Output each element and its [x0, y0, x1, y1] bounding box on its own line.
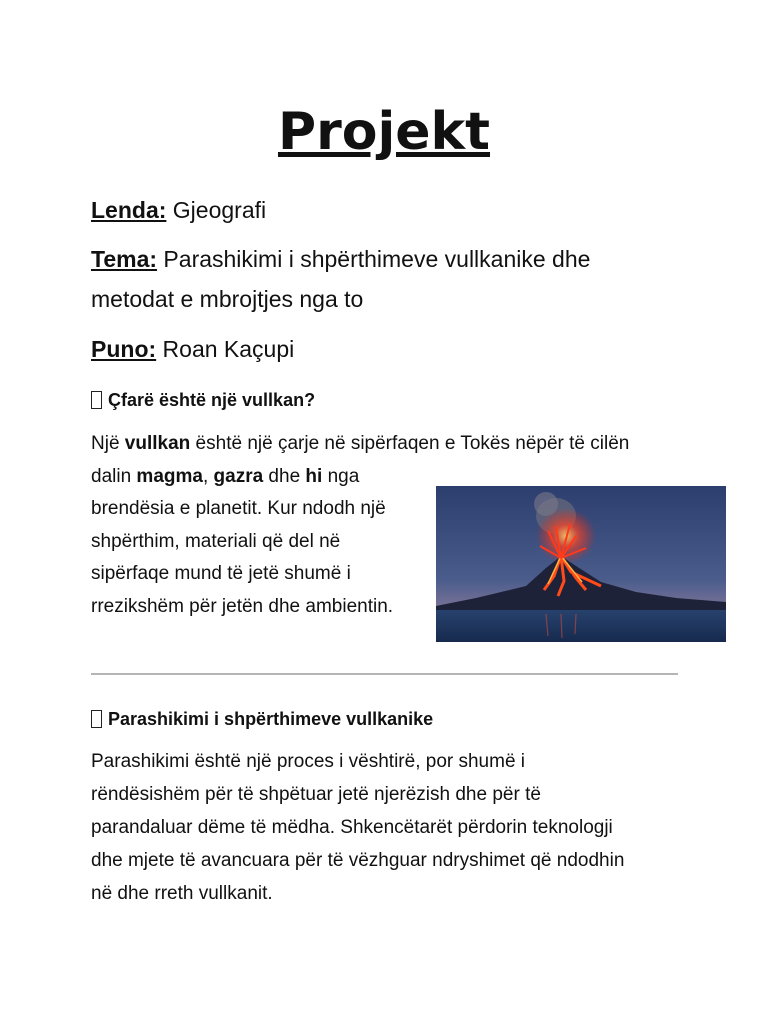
section2-line-5: në dhe rreth vullkanit.	[91, 883, 273, 904]
text-run: Një	[91, 433, 125, 454]
section1-heading	[91, 386, 691, 414]
field-tema-value-line1: Parashikimi i shpërthimeve vullkanike dhe	[157, 246, 591, 272]
section2-line-2: rëndësishëm për të shpëtuar jetë njerëzish dhe për të	[91, 784, 541, 805]
section1-line-3: brendësia e planetit. Kur ndodh një	[91, 498, 386, 519]
document-title: Projekt	[277, 102, 490, 162]
missing-glyph-box-icon	[91, 710, 102, 728]
section1-line-2	[91, 461, 431, 494]
text-run: dalin	[91, 465, 137, 487]
bold-term-vullkan: vullkan	[124, 433, 191, 454]
bold-term-hi: hi	[305, 465, 323, 487]
section-divider	[91, 673, 678, 675]
missing-glyph-box-icon	[91, 391, 102, 409]
section2-line-1: Parashikimi është një proces i vështirë, por shumë i	[91, 751, 526, 772]
field-tema-value-line2: metodat e mbrojtjes nga to	[91, 286, 364, 312]
section1-line-4: shpërthim, materiali që del në	[91, 530, 341, 552]
section2-line-4: dhe mjete të avancuara për të vëzhguar ndryshimet që ndodhin	[91, 850, 625, 871]
field-puno-label: Puno:	[91, 336, 157, 362]
section1-line-5: sipërfaqe mund të jetë shumë i	[91, 563, 351, 584]
field-tema-label: Tema:	[91, 246, 158, 272]
field-lenda-value: Gjeografi	[166, 197, 267, 223]
section2-line-3: parandaluar dëme të mëdha. Shkencëtarët përdorin teknologji	[91, 817, 613, 838]
bold-term-gazra: gazra	[213, 465, 264, 487]
volcano-eruption-image	[436, 486, 726, 642]
text-run: dhe	[263, 465, 306, 487]
field-lenda	[91, 190, 691, 230]
text-run: është një çarje në sipërfaqen e Tokës nëpër të cilën	[190, 433, 630, 454]
section2-heading	[91, 705, 691, 733]
field-lenda-label: Lenda:	[91, 197, 167, 223]
section2-heading-text: Parashikimi i shpërthimeve vullkanike	[108, 709, 434, 729]
field-puno	[91, 329, 691, 369]
field-puno-value: Roan Kaçupi	[156, 336, 295, 362]
text-run: ,	[202, 465, 214, 487]
section1-heading-text: Çfarë është një vullkan?	[108, 390, 316, 410]
section1-line-1	[91, 428, 691, 461]
field-tema	[91, 239, 691, 319]
section1-line-6: rrezikshëm për jetën dhe ambientin.	[91, 595, 394, 617]
bold-term-magma: magma	[136, 465, 203, 487]
text-run: nga	[322, 465, 360, 487]
